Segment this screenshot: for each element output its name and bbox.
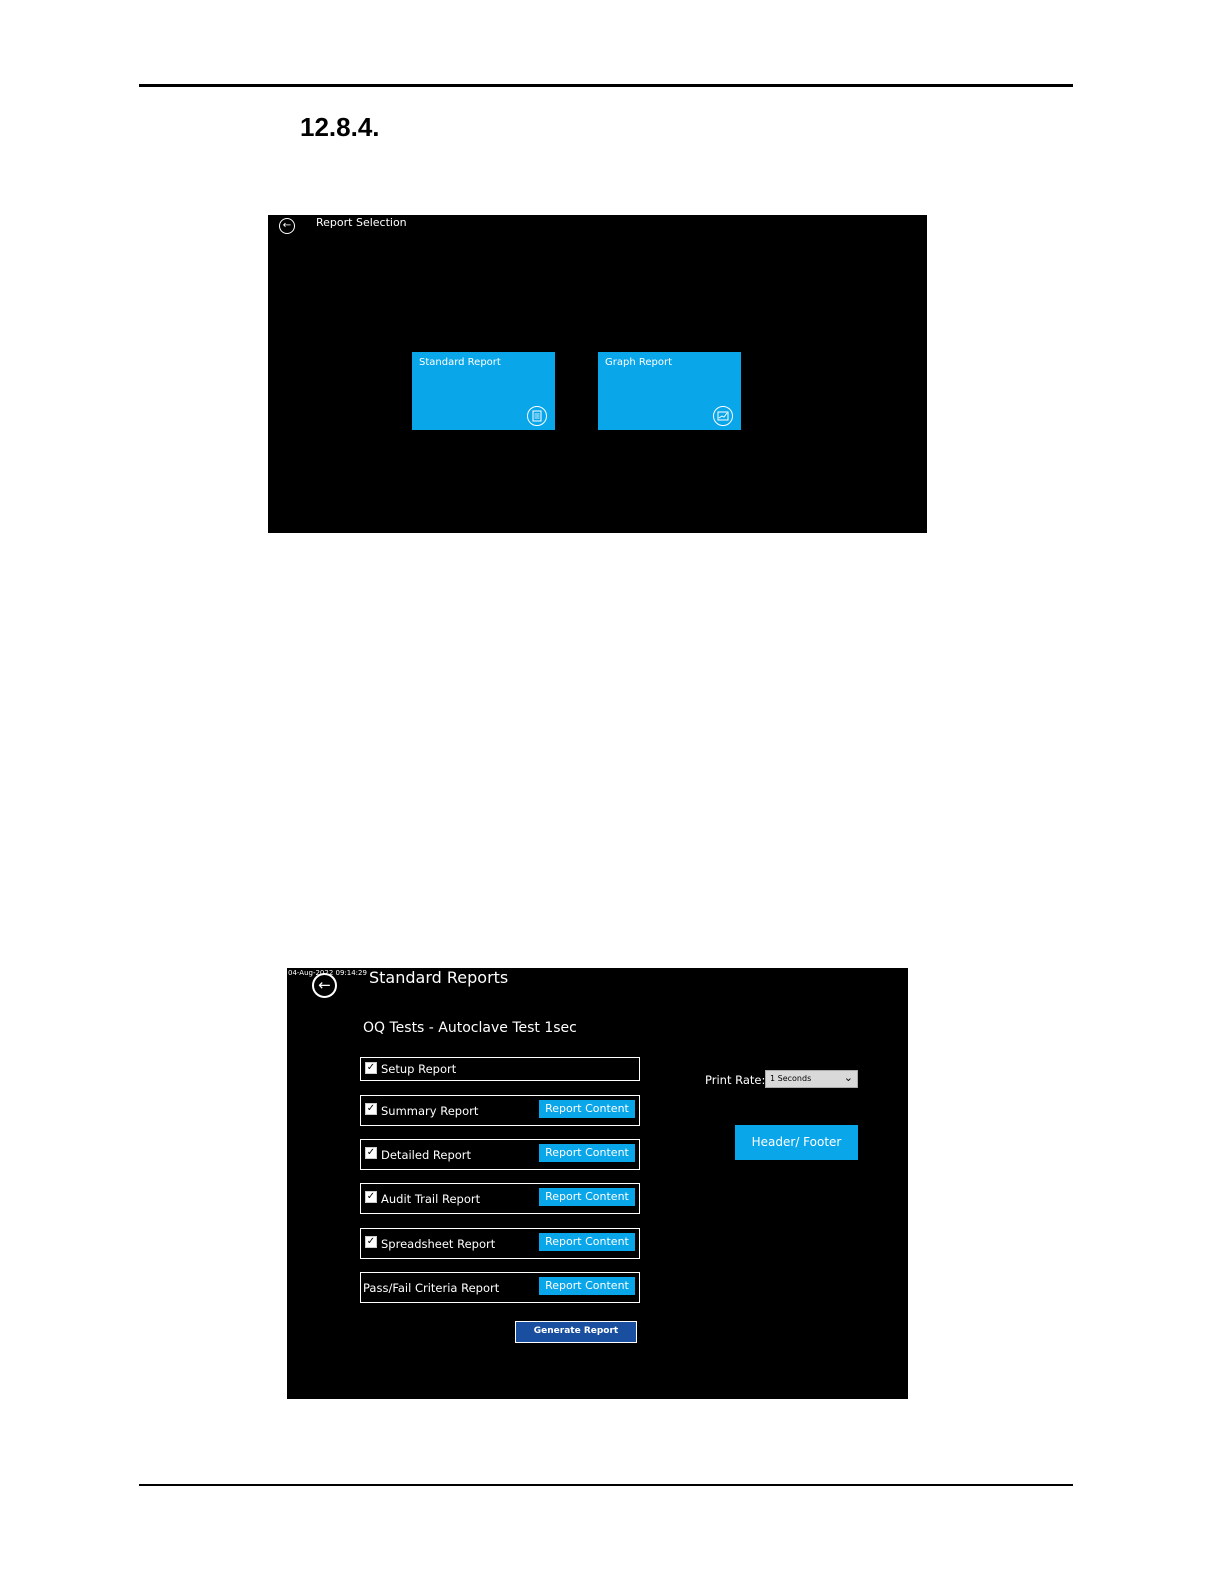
report-selection-title: Report Selection (316, 216, 407, 229)
spreadsheet-report-checkbox[interactable]: ✓ (366, 1236, 376, 1247)
audit-trail-report-row (360, 1183, 640, 1214)
print-rate-select[interactable] (765, 1070, 858, 1088)
print-rate-label: Print Rate: (705, 1073, 766, 1087)
back-arrow-icon[interactable]: ← (312, 973, 337, 998)
audit-trail-report-content-button[interactable]: Report Content (539, 1188, 635, 1206)
audit-trail-report-label: Audit Trail Report (381, 1192, 481, 1206)
detailed-report-content-button[interactable]: Report Content (539, 1144, 635, 1162)
standard-report-label: Standard Report (419, 357, 501, 368)
setup-report-label: Setup Report (381, 1062, 457, 1076)
standard-reports-title: Standard Reports (369, 968, 509, 987)
pass-fail-report-row (360, 1272, 640, 1303)
detailed-report-checkbox[interactable]: ✓ (366, 1147, 376, 1158)
header-footer-button[interactable]: Header/ Footer (735, 1125, 858, 1160)
header-rule (139, 84, 1073, 87)
document-icon (527, 406, 547, 426)
standard-reports-screenshot (287, 968, 908, 1399)
footer-rule (139, 1484, 1073, 1486)
graph-report-tile[interactable] (598, 352, 741, 430)
summary-report-label: Summary Report (381, 1104, 479, 1118)
graph-report-label: Graph Report (605, 357, 673, 368)
chart-icon (713, 406, 733, 426)
spreadsheet-report-label: Spreadsheet Report (381, 1237, 496, 1251)
chevron-down-icon: ⌄ (843, 1071, 853, 1084)
print-rate-value: 1 Seconds (770, 1074, 812, 1083)
audit-trail-report-checkbox[interactable]: ✓ (366, 1191, 376, 1202)
summary-report-checkbox[interactable]: ✓ (366, 1103, 376, 1114)
report-selection-screenshot (268, 215, 927, 533)
standard-report-tile[interactable] (412, 352, 555, 430)
detailed-report-label: Detailed Report (381, 1148, 472, 1162)
spreadsheet-report-row (360, 1228, 640, 1259)
pass-fail-report-content-button[interactable]: Report Content (539, 1277, 635, 1295)
setup-report-checkbox[interactable]: ✓ (366, 1062, 376, 1073)
pass-fail-report-label: Pass/Fail Criteria Report (363, 1281, 500, 1295)
section-number: 12.8.4. (300, 112, 380, 142)
detailed-report-row (360, 1139, 640, 1170)
summary-report-content-button[interactable]: Report Content (539, 1100, 635, 1118)
back-arrow-icon[interactable]: ← (279, 218, 295, 234)
timestamp: 04-Aug-2022 09:14:29 (288, 969, 367, 977)
setup-report-row (360, 1057, 640, 1081)
summary-report-row (360, 1095, 640, 1126)
test-name-subtitle: OQ Tests - Autoclave Test 1sec (363, 1020, 577, 1036)
generate-report-button[interactable]: Generate Report (515, 1321, 637, 1343)
spreadsheet-report-content-button[interactable]: Report Content (539, 1233, 635, 1251)
